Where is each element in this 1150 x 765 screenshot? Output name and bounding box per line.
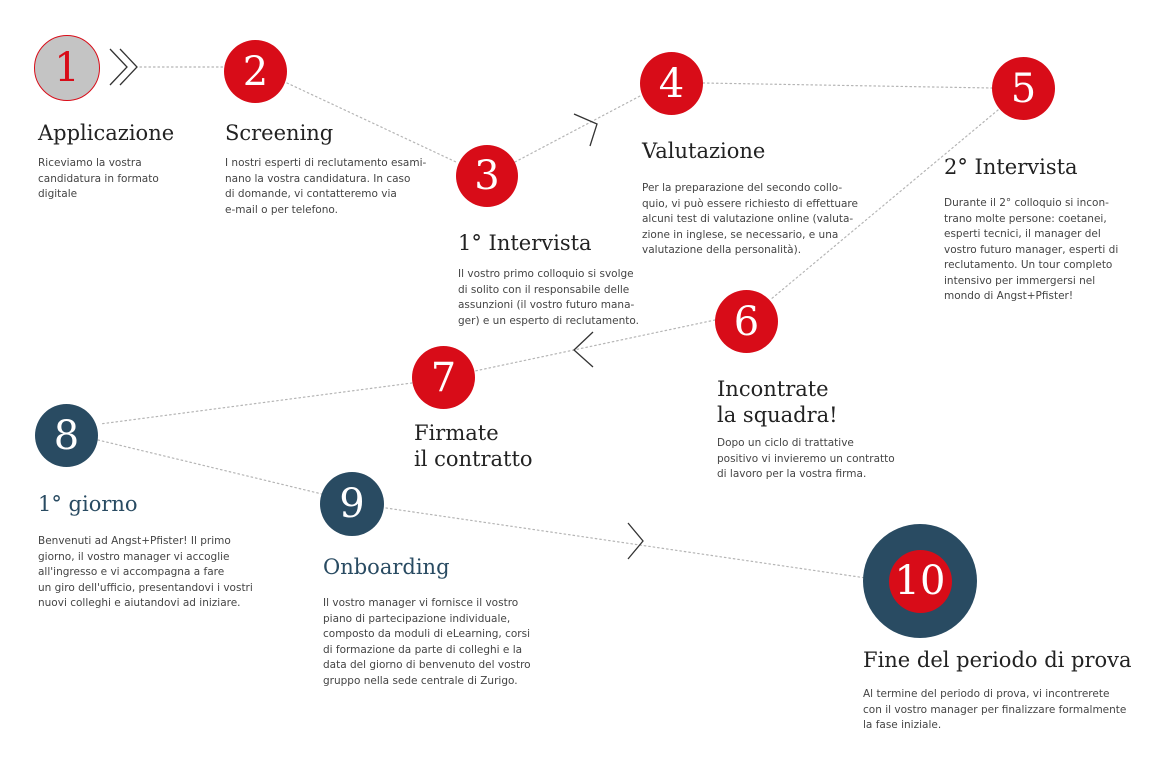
step-8-number: 8: [35, 404, 98, 467]
connector-8-9: [98, 440, 322, 494]
arrow-chevron-right-icon: [628, 523, 643, 559]
step-1-number: 1: [34, 35, 100, 101]
connector-9-10: [386, 508, 866, 578]
step-3-title: 1° Intervista: [458, 231, 592, 255]
step-9-title: Onboarding: [323, 555, 450, 579]
step-8-title: 1° giorno: [38, 492, 138, 516]
step-2-title: Screening: [225, 121, 334, 145]
step-3-number: 3: [456, 145, 518, 207]
step-8-description: Benvenuti ad Angst+Pfister! Il primo giorno, il vostro manager vi accoglie all'ingresso e vi accompagna a fare un giro dell'ufficio, presentandovi i vostri nuovi colleghi e aiutandovi ad iniziare.: [38, 535, 253, 609]
double-chevron-right-icon-2: [120, 49, 137, 85]
step-6-title: Incontrate la squadra!: [717, 377, 838, 427]
step-5-title: 2° Intervista: [944, 155, 1078, 179]
step-10-number: 10: [889, 550, 952, 613]
step-5-description: Durante il 2° colloquio si incon- trano molte persone: coetanei, esperti tecnici, il manager del vostro futuro manager, esperti di reclutamento. Un tour completo intensivo per immergersi nel mondo di Angst+Pfister!: [944, 197, 1119, 302]
step-2-description: I nostri esperti di reclutamento esami- nano la vostra candidatura. In caso di domande, vi contatteremo via e-mail o per telefono.: [225, 157, 427, 216]
step-1-title: Applicazione: [38, 121, 175, 145]
step-4-title: Valutazione: [642, 139, 766, 163]
step-2-number: 2: [224, 40, 287, 103]
step-4-description: Per la preparazione del secondo collo- quio, vi può essere richiesto di effettuare alcuni test di valutazione online (valuta- zione in inglese, se necessario, e una valutazione della personalità).: [642, 182, 858, 256]
step-10-title: Fine del periodo di prova: [863, 648, 1132, 672]
connector-3-4: [515, 96, 640, 162]
step-6-description: Dopo un ciclo di trattative positivo vi invieremo un contratto di lavoro per la vostra firma.: [717, 437, 895, 480]
step-1-description: Riceviamo la vostra candidatura in formato digitale: [38, 157, 159, 200]
step-9-description: Il vostro manager vi fornisce il vostro piano di partecipazione individuale, composto da moduli di eLearning, corsi di formazione da parte di colleghi e la data del giorno di benvenuto del vostro gruppo nella sede centrale di Zurigo.: [323, 597, 531, 687]
arrow-chevron-up-right-icon: [574, 114, 597, 146]
step-10-outer-ring: [863, 524, 977, 638]
step-10-description: Al termine del periodo di prova, vi incontrerete con il vostro manager per finalizzare formalmente la fase iniziale.: [863, 688, 1127, 731]
step-4-number: 4: [640, 52, 703, 115]
connector-7-8: [100, 383, 412, 424]
step-7-title: Firmate il contratto: [414, 421, 533, 471]
step-9-number: 9: [320, 472, 384, 536]
step-3-description: Il vostro primo colloquio si svolge di solito con il responsabile delle assunzioni (il vostro futuro mana- ger) e un esperto di reclutamento.: [458, 268, 639, 327]
step-5-number: 5: [992, 57, 1055, 120]
step-6-number: 6: [715, 290, 778, 353]
connector-4-5: [703, 83, 992, 88]
step-7-number: 7: [412, 346, 475, 409]
